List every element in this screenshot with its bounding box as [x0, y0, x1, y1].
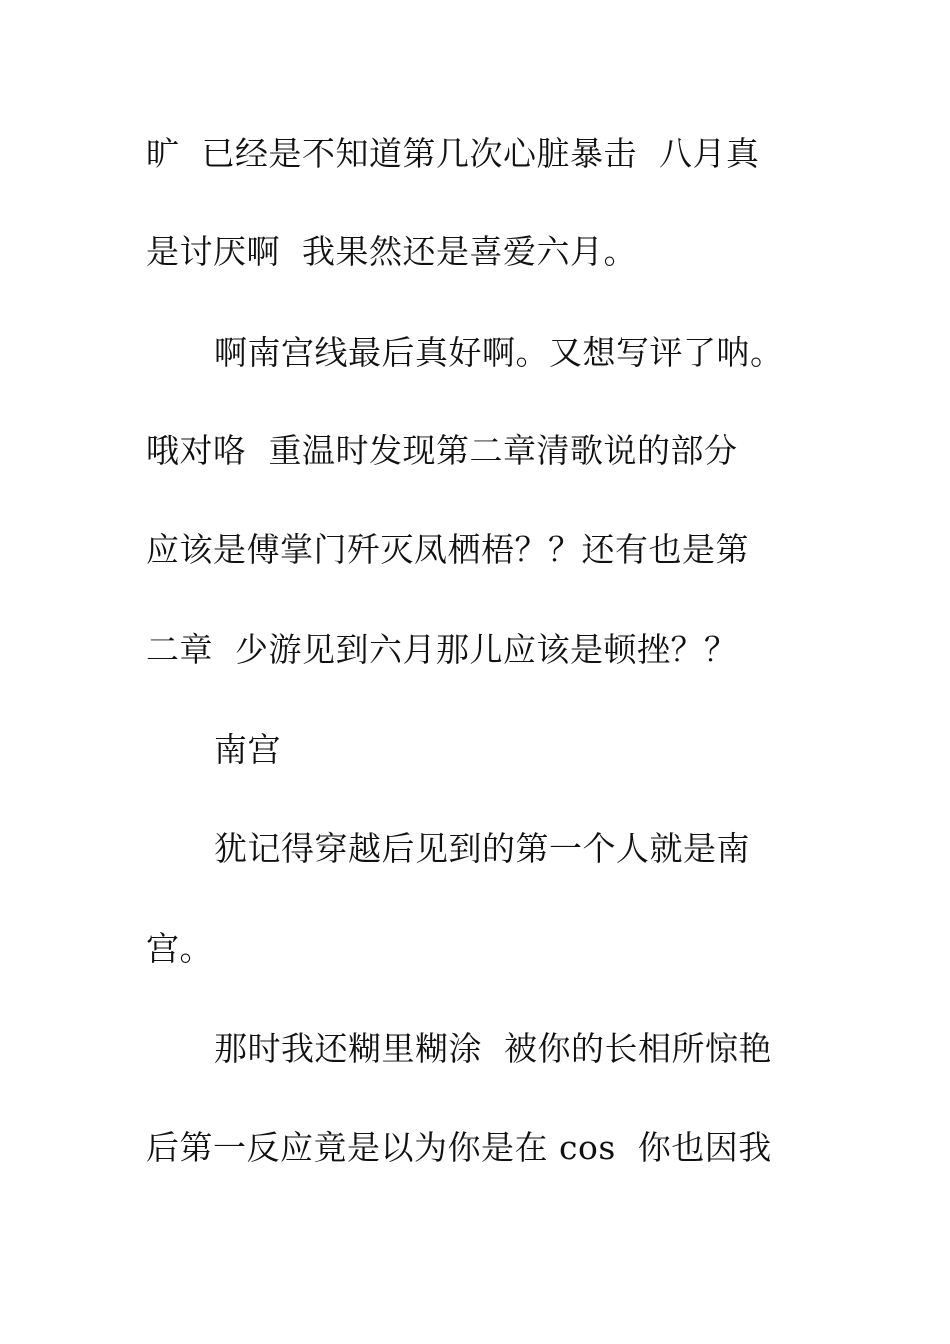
text-line: 旷 已经是不知道第几次心脏暴击 八月真 [146, 134, 760, 173]
text-line: 是讨厌啊 我果然还是喜爱六月。 [146, 232, 637, 271]
text-line: 二章 少游见到六月那儿应该是顿挫？？ [146, 630, 738, 669]
section-heading: 南宫 [214, 730, 281, 769]
paragraph-line: 啊南宫线最后真好啊。又想写评了呐。 [214, 333, 784, 372]
text-line: 宫。 [146, 929, 213, 968]
paragraph-line: 那时我还糊里糊涂 被你的长相所惊艳 [214, 1029, 772, 1068]
paragraph-line: 犹记得穿越后见到的第一个人就是南 [214, 829, 750, 868]
text-line: 应该是傅掌门歼灭凤栖梧？？还有也是第 [146, 530, 749, 569]
text-line: 哦对咯 重温时发现第二章清歌说的部分 [146, 431, 738, 470]
text-line: 后第一反应竟是以为你是在 cos 你也因我 [146, 1128, 772, 1167]
